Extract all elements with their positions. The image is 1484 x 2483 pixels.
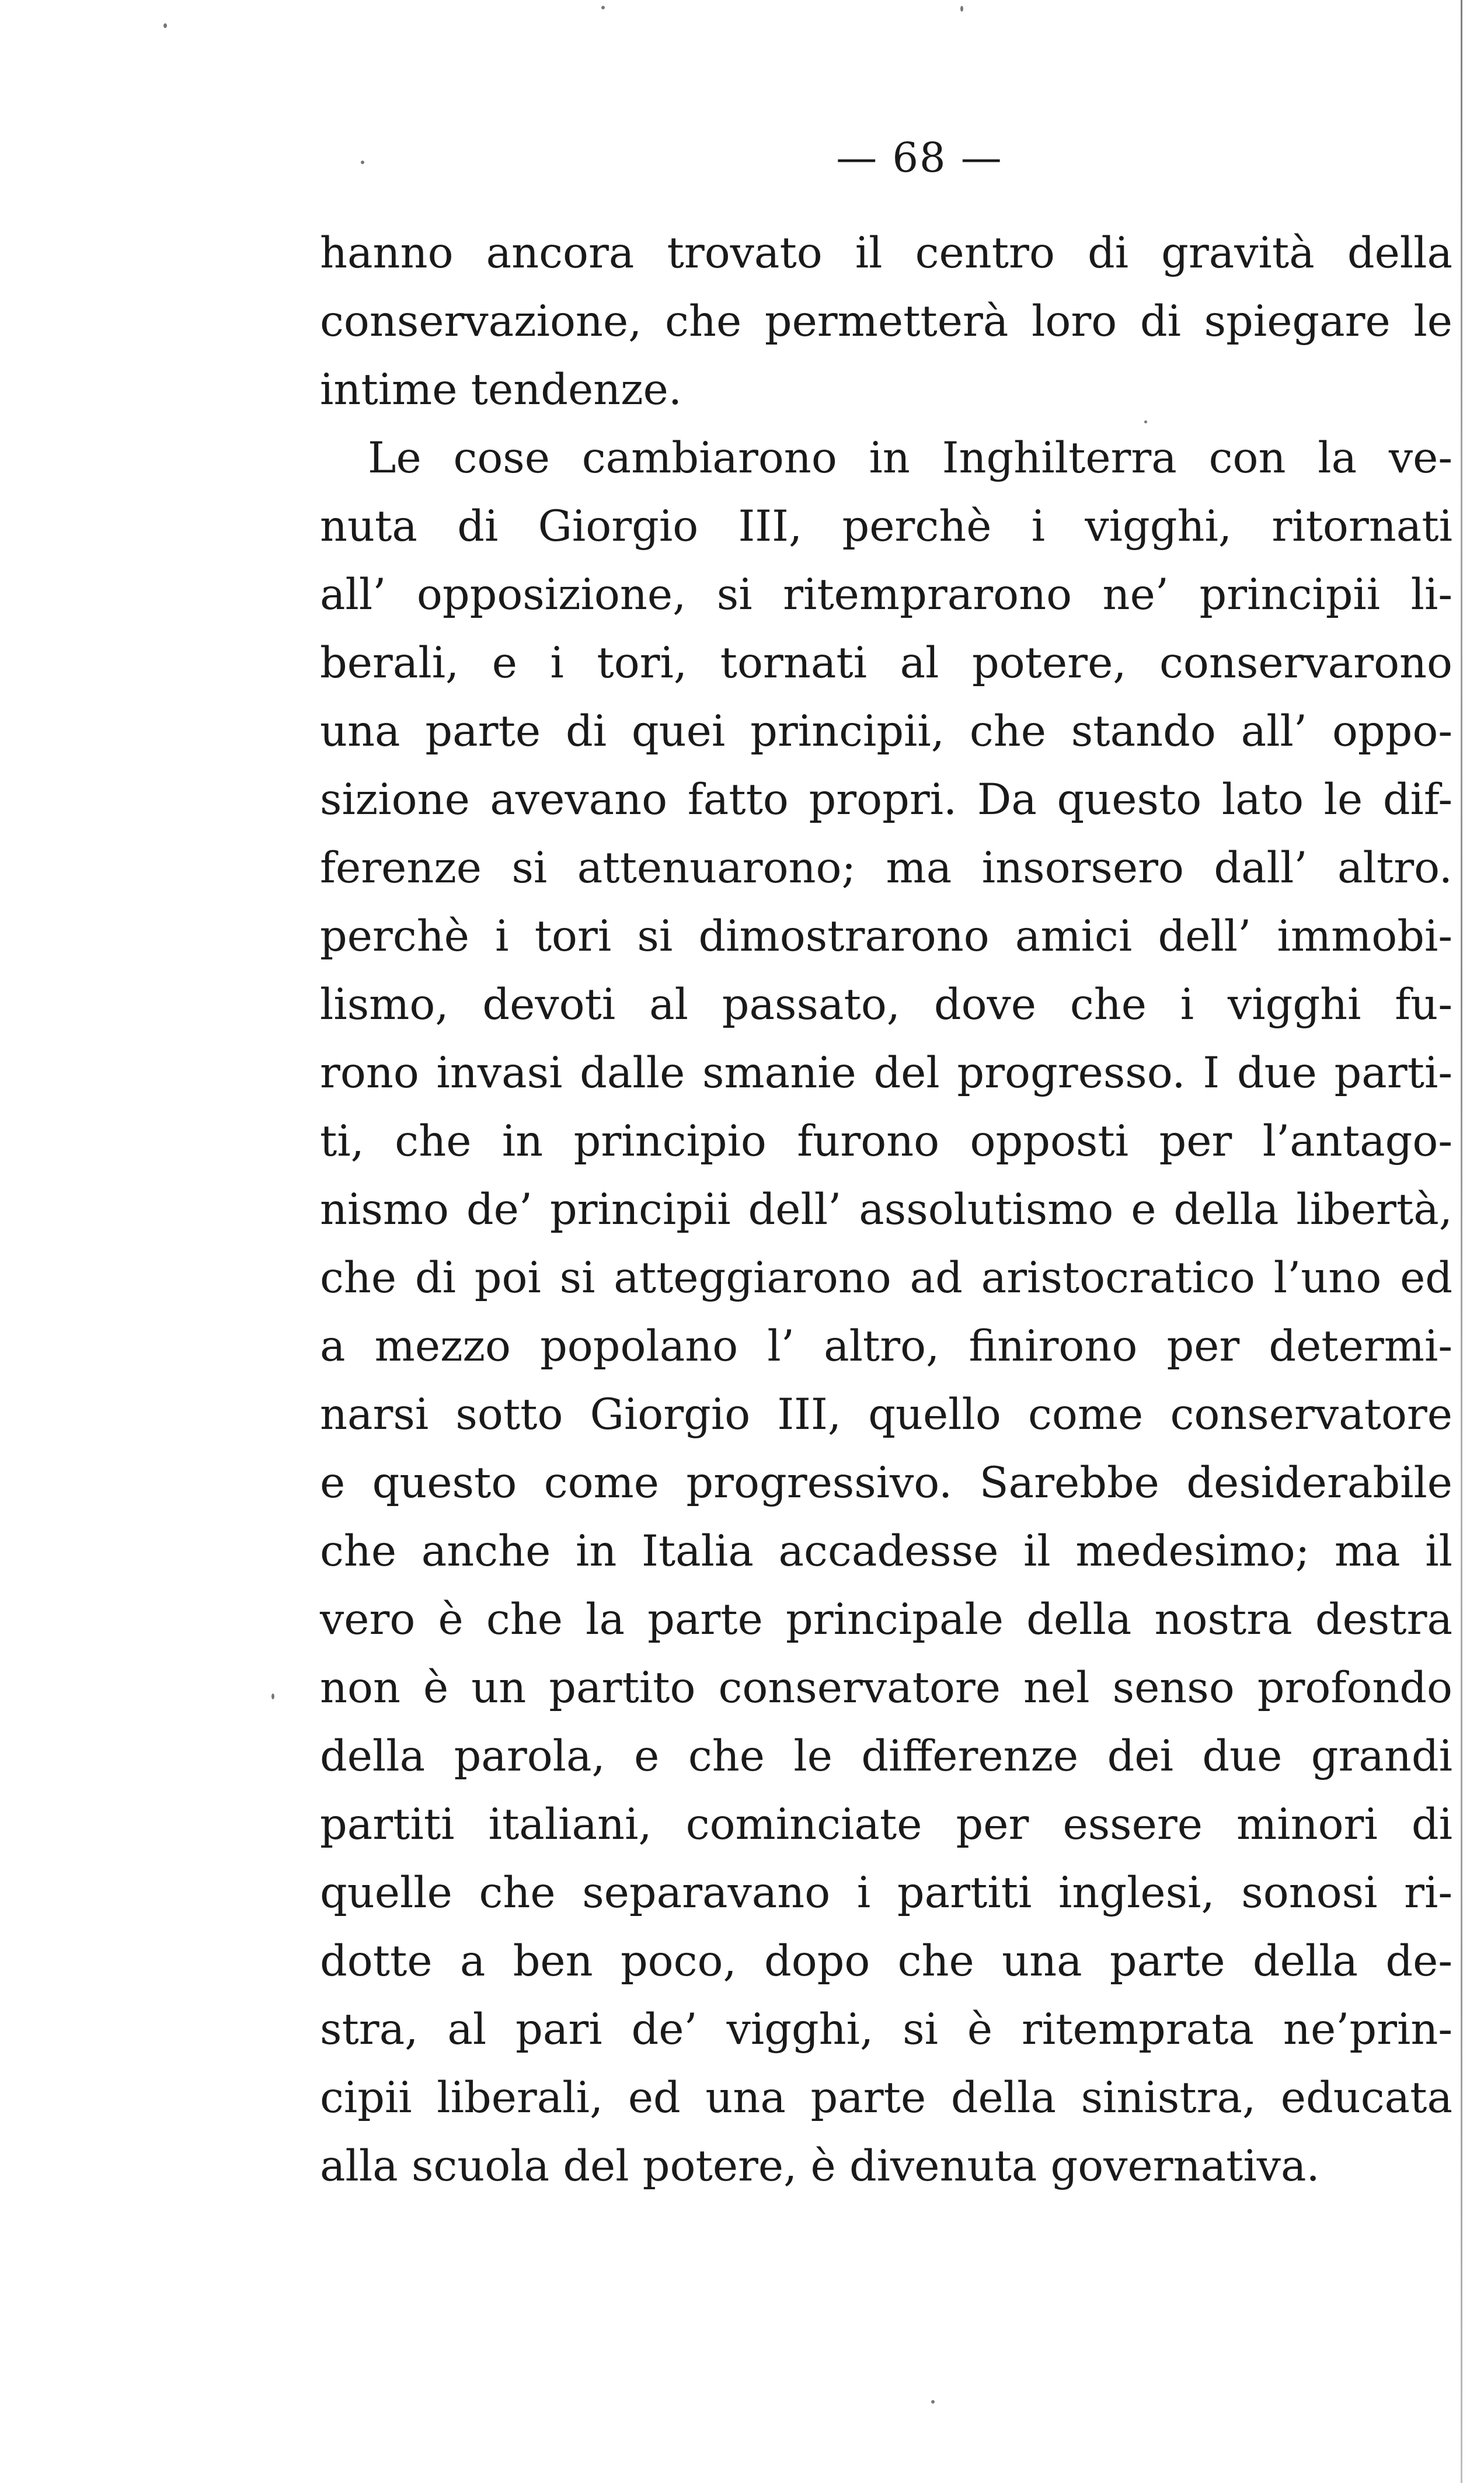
text-line: nuta di Giorgio III, perchè i vigghi, ritornati [320,502,1452,551]
text-line: hanno ancora trovato il centro di gravità della [320,228,1452,278]
text-line: nismo de’ principii dell’ assolutismo e della libertà, [320,1185,1452,1234]
body-text [320,219,1452,2200]
text-line: intime tendenze. [320,365,682,415]
paper-speck [163,23,167,28]
text-line: narsi sotto Giorgio III, quello come conservatore [320,1390,1452,1439]
page-edge-shadow [1461,0,1462,2483]
paper-speck [931,2400,935,2404]
text-line: non è un partito conservatore nel senso profondo [320,1663,1452,1713]
text-line: rono invasi dalle smanie del progresso. I due parti- [320,1048,1452,1098]
text-line: della parola, e che le differenze dei due grandi [320,1731,1452,1781]
text-line: Le cose cambiarono in Inghilterra con la ve- [368,433,1452,483]
text-line: e questo come progressivo. Sarebbe desiderabile [320,1458,1452,1508]
paper-speck [960,6,963,12]
text-line: stra, al pari de’ vigghi, si è ritemprata ne’prin- [320,2005,1452,2054]
text-line: sizione avevano fatto propri. Da questo lato le dif- [320,775,1452,825]
text-line: una parte di quei principii, che stando all’ oppo- [320,707,1452,756]
text-line: vero è che la parte principale della nostra destra [320,1595,1452,1644]
text-line: perchè i tori si dimostrarono amici dell’ immobi- [320,912,1452,961]
text-line: ferenze si attenuarono; ma insorsero dall’ altro. [320,843,1452,893]
text-line: berali, e i tori, tornati al potere, conservarono [320,638,1452,688]
text-line: che anche in Italia accadesse il medesimo; ma il [320,1526,1452,1576]
text-line: a mezzo popolano l’ altro, finirono per determi- [320,1322,1452,1371]
text-line: alla scuola del potere, è divenuta governativa. [320,2141,1320,2191]
text-line: conservazione, che permetterà loro di spiegare le [320,297,1452,346]
text-line: partiti italiani, cominciate per essere minori di [320,1800,1452,1849]
text-line: che di poi si atteggiarono ad aristocratico l’uno ed [320,1253,1452,1303]
text-line: dotte a ben poco, dopo che una parte della de- [320,1936,1452,1986]
text-line: lismo, devoti al passato, dove che i vigghi fu- [320,980,1452,1030]
text-line: all’ opposizione, si ritemprarono ne’ principii li- [320,570,1452,620]
paper-speck [271,1693,274,1699]
text-line: cipii liberali, ed una parte della sinistra, educata [320,2073,1452,2123]
text-line: quelle che separavano i partiti inglesi, sonosi ri- [320,1868,1452,1918]
text-line: ti, che in principio furono opposti per l’antago- [320,1117,1452,1166]
page-number: — 68 — [836,134,1003,182]
paper-speck [601,6,605,9]
